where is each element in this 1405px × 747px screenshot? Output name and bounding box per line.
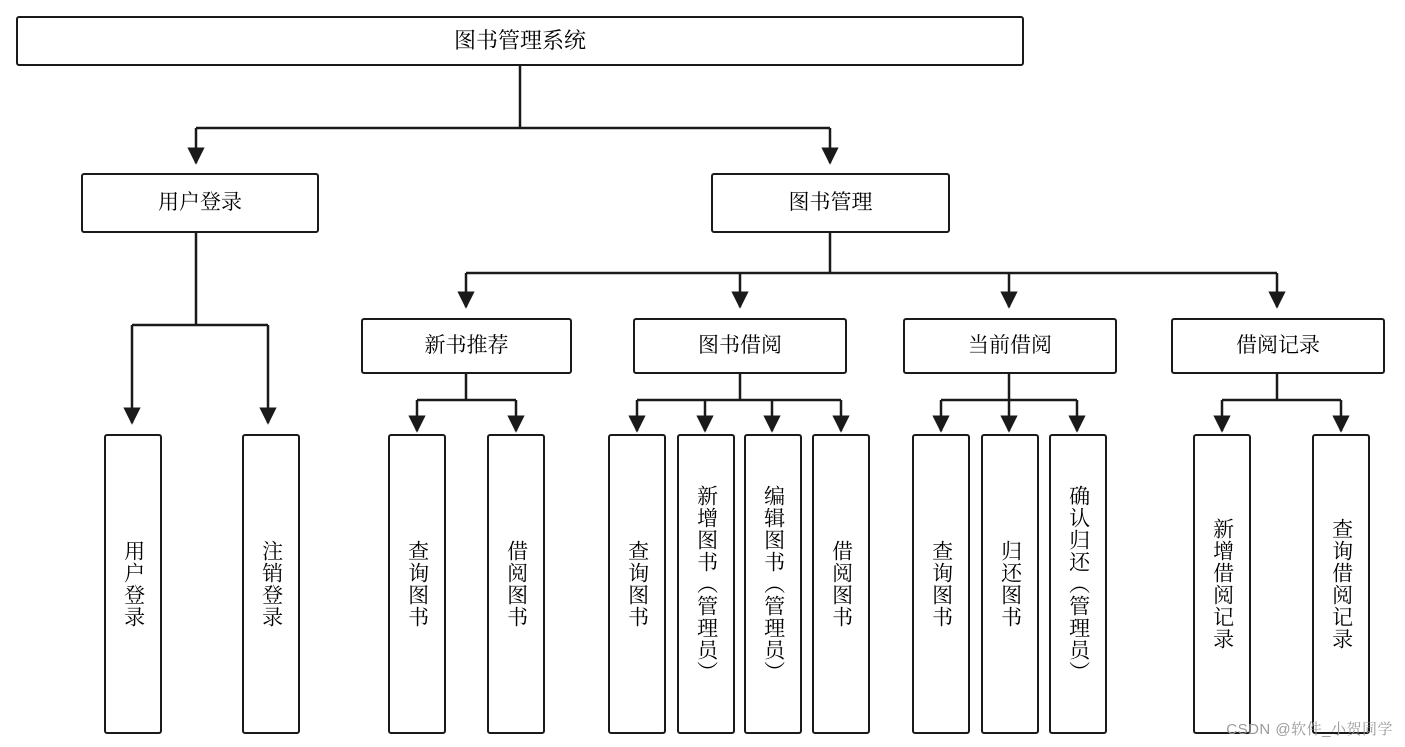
node-leaf-rec-borrow-book-label: 借阅图书 xyxy=(504,540,528,628)
node-leaf-borrow-book-label: 借阅图书 xyxy=(829,540,853,628)
node-book-borrow xyxy=(633,318,847,374)
node-leaf-borrow-book xyxy=(812,434,870,734)
node-new-book-recommend xyxy=(361,318,572,374)
node-leaf-user-login-label: 用户登录 xyxy=(121,540,145,628)
node-leaf-add-record xyxy=(1193,434,1251,734)
node-leaf-rec-borrow-book xyxy=(487,434,545,734)
node-leaf-add-book-label: 新增图书（管理员） xyxy=(694,485,718,683)
node-current-borrow xyxy=(903,318,1117,374)
node-user-login-label: 用户登录 xyxy=(158,190,242,214)
node-borrow-record-label: 借阅记录 xyxy=(1236,333,1320,357)
node-leaf-user-logout-label: 注销登录 xyxy=(259,540,283,628)
node-leaf-query-record xyxy=(1312,434,1370,734)
node-leaf-cur-query-book-label: 查询图书 xyxy=(929,540,953,628)
node-root xyxy=(16,16,1024,66)
node-leaf-return-book-label: 归还图书 xyxy=(998,540,1022,628)
node-user-login xyxy=(81,173,319,233)
node-leaf-rec-query-book xyxy=(388,434,446,734)
node-leaf-add-book xyxy=(677,434,735,734)
node-leaf-cur-query-book xyxy=(912,434,970,734)
node-book-management-label: 图书管理 xyxy=(788,190,873,214)
node-leaf-confirm-return-label: 确认归还（管理员） xyxy=(1066,485,1090,683)
node-leaf-edit-book-label: 编辑图书（管理员） xyxy=(761,485,785,683)
node-leaf-user-logout xyxy=(242,434,300,734)
watermark: CSDN @软件_小贺同学 xyxy=(1226,721,1393,738)
node-root-label: 图书管理系统 xyxy=(453,28,586,54)
node-leaf-return-book xyxy=(981,434,1039,734)
node-leaf-add-record-label: 新增借阅记录 xyxy=(1210,518,1234,650)
node-book-management xyxy=(711,173,950,233)
node-leaf-confirm-return xyxy=(1049,434,1107,734)
node-leaf-borrow-query-book-label: 查询图书 xyxy=(625,540,649,628)
node-leaf-user-login xyxy=(104,434,162,734)
node-leaf-borrow-query-book xyxy=(608,434,666,734)
node-leaf-rec-query-book-label: 查询图书 xyxy=(405,540,429,628)
node-leaf-query-record-label: 查询借阅记录 xyxy=(1329,518,1353,650)
node-new-book-recommend-label: 新书推荐 xyxy=(424,333,509,357)
node-leaf-edit-book xyxy=(744,434,802,734)
node-current-borrow-label: 当前借阅 xyxy=(968,333,1052,357)
node-borrow-record xyxy=(1171,318,1385,374)
node-book-borrow-label: 图书借阅 xyxy=(698,333,782,357)
